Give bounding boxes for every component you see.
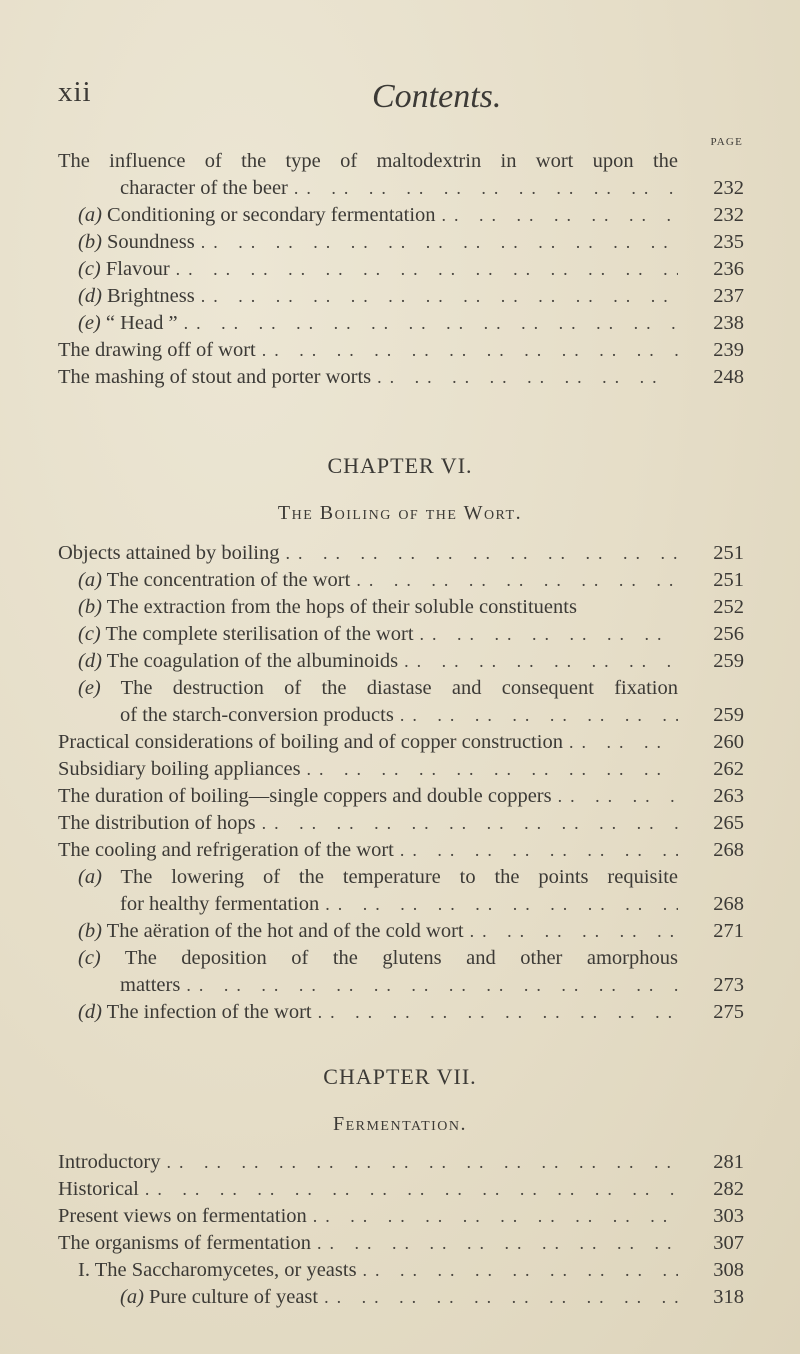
chapter-subtitle: Fermentation. [332,1113,468,1135]
page-ref: 263 [713,785,744,807]
toc-entry: (c) The deposition of the glutens and other amorphous [78,947,678,969]
page-ref: 273 [713,974,744,996]
page-ref: 282 [713,1178,744,1200]
page-ref: 248 [713,366,744,388]
toc-entry: The cooling and refrigeration of the wort .. .. 268 [58,837,744,864]
chapter-subtitle: The Boiling of the Wort. [277,502,523,524]
chapter-title: CHAPTER VII. [323,1064,477,1089]
page-column-label: PAGE [710,136,743,148]
toc-entry: character of the beer .. .. 232 [58,175,744,202]
page-ref: 251 [713,542,744,564]
toc-entry: (c) Flavour .. .. 236 [58,256,744,283]
page-ref: 308 [713,1259,744,1281]
page-ref: 237 [713,285,744,307]
page-ref: 235 [713,231,744,253]
toc-entry: (a) The lowering of the temperature to the points requisite [78,866,678,888]
page-ref: 238 [713,312,744,334]
toc-entry: matters .. .. 273 [58,972,744,999]
toc-entry: The duration of boiling—single coppers and double coppers .. .. 263 [58,783,744,810]
toc-entry: (e) “ Head ” .. .. 238 [58,310,744,337]
toc-entry: Present views on fermentation .. .. 303 [58,1203,744,1230]
toc-entry: (c) The complete sterilisation of the wort .. .. 256 [58,621,744,648]
page-ref: 307 [713,1232,744,1254]
page-ref: 262 [713,758,744,780]
page-ref: 232 [713,204,744,226]
page-ref: 232 [713,177,744,199]
toc-entry: (e) The destruction of the diastase and consequent fixation [78,677,678,699]
toc-entry: (b) Soundness .. .. 235 [58,229,744,256]
page-ref: 260 [713,731,744,753]
toc-entry: (d) The infection of the wort .. .. 275 [58,999,744,1026]
toc-entry: Introductory .. .. 281 [58,1149,744,1176]
toc-entry: I. The Saccharomycetes, or yeasts .. .. 308 [58,1257,744,1284]
toc-entry: (a) The concentration of the wort .. .. 251 [58,567,744,594]
toc-entry: (a) Pure culture of yeast .. .. 318 [58,1284,744,1311]
toc-entry: The distribution of hops .. .. 265 [58,810,744,837]
page-ref: 259 [713,650,744,672]
toc-chapter-7 [58,1149,744,1311]
page-ref: 252 [713,596,744,618]
toc-entry: The mashing of stout and porter worts .. .. 248 [58,364,744,391]
running-title: Contents. [372,78,502,115]
toc-entry: (d) The coagulation of the albuminoids .. .. 259 [58,648,744,675]
toc-entry: (b) The extraction from the hops of their soluble constituents 252 [58,594,744,621]
page-ref: 236 [713,258,744,280]
chapter-title: CHAPTER VI. [327,453,473,478]
page-ref: 268 [713,893,744,915]
page-ref: 271 [713,920,744,942]
page-ref: 259 [713,704,744,726]
page-ref: 303 [713,1205,744,1227]
page-ref: 256 [713,623,744,645]
toc-entry: The drawing off of wort .. .. 239 [58,337,744,364]
toc-chapter-6 [58,540,744,1026]
toc-entry: Objects attained by boiling .. .. 251 [58,540,744,567]
toc-entry: The organisms of fermentation .. .. 307 [58,1230,744,1257]
toc-entry: (b) The aëration of the hot and of the cold wort .. .. 271 [58,918,744,945]
toc-entry: Practical considerations of boiling and of copper construction .. .. 260 [58,729,744,756]
page-ref: 251 [713,569,744,591]
toc-entry: (d) Brightness .. .. 237 [58,283,744,310]
page-ref: 268 [713,839,744,861]
page-ref: 239 [713,339,744,361]
page-number: xii [58,76,92,108]
toc-entry: Historical .. .. 282 [58,1176,744,1203]
page-ref: 318 [713,1286,744,1308]
page-ref: 281 [713,1151,744,1173]
page-ref: 275 [713,1001,744,1023]
toc-entry: of the starch-conversion products .. .. 259 [58,702,744,729]
toc-entry: for healthy fermentation .. .. 268 [58,891,744,918]
toc-entry: (a) Conditioning or secondary fermentation .. .. 232 [58,202,744,229]
toc-entry: The influence of the type of maltodextrin in wort upon the [58,150,678,172]
toc-section-1 [58,148,744,391]
toc-entry: Subsidiary boiling appliances .. .. 262 [58,756,744,783]
page-ref: 265 [713,812,744,834]
